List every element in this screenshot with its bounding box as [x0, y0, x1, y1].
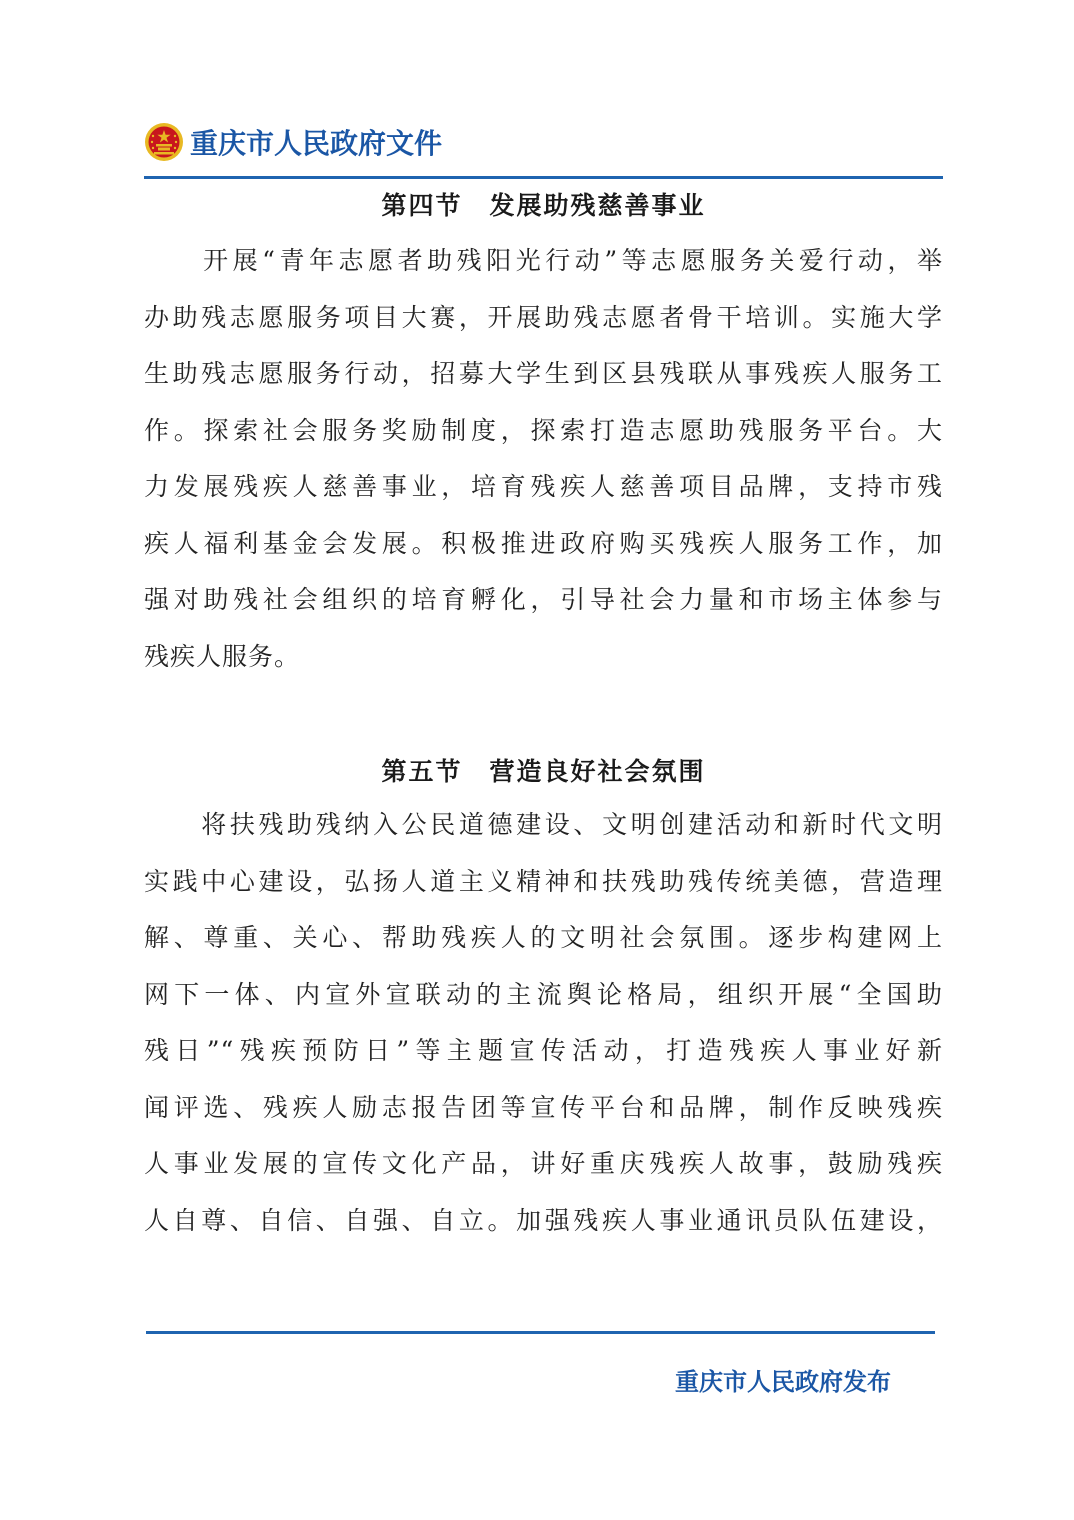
- body-line: 生助残志愿服务行动，招募大学生到区县残联从事残疾人服务工: [144, 359, 943, 388]
- national-emblem-icon: [144, 122, 184, 162]
- body-line: 闻评选、残疾人励志报告团等宣传平台和品牌，制作反映残疾: [144, 1092, 943, 1122]
- body-line: 人自尊、自信、自强、自立。加强残疾人事业通讯员队伍建设，: [144, 1205, 943, 1235]
- header-divider: [144, 176, 943, 179]
- section-4-body: [144, 233, 943, 685]
- body-line: 疾人福利基金会发展。积极推进政府购买残疾人服务工作，加: [144, 528, 943, 558]
- body-line: 网下一体、内宣外宣联动的主流舆论格局，组织开展“全国助: [144, 979, 943, 1009]
- section-5-title: 第五节 营造良好社会氛围: [381, 757, 706, 786]
- header-title: 重庆市人民政府文件: [190, 127, 443, 160]
- body-line: 力发展残疾人慈善事业，培育残疾人慈善项目品牌，支持市残: [144, 472, 943, 501]
- body-line: 残日”“残疾预防日”等主题宣传活动，打造残疾人事业好新: [144, 1036, 943, 1065]
- body-line: 办助残志愿服务项目大赛，开展助残志愿者骨干培训。实施大学: [144, 302, 943, 332]
- body-line: 残疾人服务。: [144, 641, 301, 671]
- section-5-body: [144, 797, 943, 1249]
- section-4-title: 第四节 发展助残慈善事业: [381, 191, 706, 220]
- body-line: 实践中心建设，弘扬人道主义精神和扶残助残传统美德，营造理: [144, 866, 943, 896]
- body-line: 开展“青年志愿者助残阳光行动”等志愿服务关爱行动，举: [144, 246, 943, 275]
- body-line: 解、尊重、关心、帮助残疾人的文明社会氛围。逐步构建网上: [144, 923, 943, 952]
- footer-publisher: 重庆市人民政府发布: [675, 1368, 891, 1396]
- document-header: [144, 118, 442, 166]
- body-line: 强对助残社会组织的培育孵化，引导社会力量和市场主体参与: [144, 585, 943, 614]
- body-line: 人事业发展的宣传文化产品，讲好重庆残疾人故事，鼓励残疾: [144, 1149, 943, 1178]
- footer-divider: [146, 1331, 935, 1334]
- body-line: 作。探索社会服务奖励制度，探索打造志愿助残服务平台。大: [144, 415, 943, 445]
- body-line: 将扶残助残纳入公民道德建设、文明创建活动和新时代文明: [144, 810, 943, 839]
